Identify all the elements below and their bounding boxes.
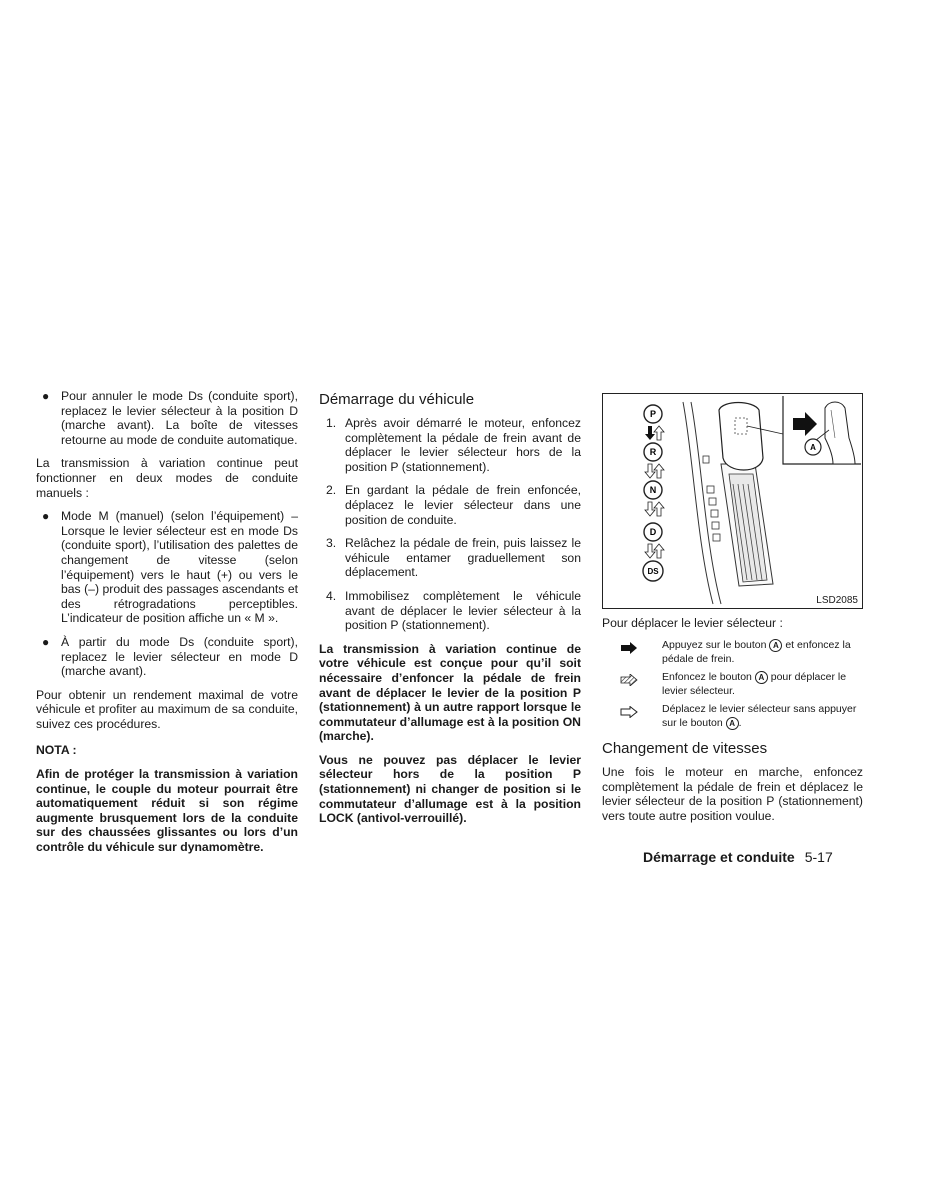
bullet-icon: ● <box>42 634 50 649</box>
gear-label: N <box>649 485 657 495</box>
warning-text: La transmission à variation continue de votre véhicule est conçue pour qu’il soit nécessaire d’enfoncer la pédale de frein avant de déplacer le levier de la position P (stationnement) à un autre rapport lorsque le commutateur d’allumage est à la position ON (marche). <box>319 641 581 744</box>
console-panel <box>683 402 783 604</box>
chapter-title: Démarrage et conduite <box>643 849 795 865</box>
list-item <box>319 483 581 527</box>
bullet-icon: ● <box>42 509 50 524</box>
left-column <box>36 389 298 864</box>
gear-label: R <box>649 447 657 457</box>
legend-text <box>662 670 862 698</box>
gear-label: P <box>649 409 657 419</box>
shifting-section <box>602 740 863 832</box>
page-number: 5-17 <box>804 849 833 865</box>
outline-arrow-icon <box>645 502 655 516</box>
legend-text-part: . <box>738 717 742 729</box>
solid-arrow-icon <box>620 642 638 654</box>
legend-text-part: et enfoncez la pédale de frein. <box>662 639 851 665</box>
gear-selector-figure <box>602 393 863 609</box>
step-text: Après avoir démarré le moteur, enfoncez complètement la pédale de frein avant de déplacer le levier sélecteur hors de la position P (stationnement). <box>345 416 581 474</box>
step-text: Immobilisez complètement le véhicule avant de déplacer le levier sélecteur à la position P (stationnement). <box>345 588 581 633</box>
legend-row <box>602 638 863 668</box>
hatched-arrow-icon <box>654 464 664 478</box>
step-number: 1. <box>326 416 337 430</box>
step-number: 4. <box>326 588 337 603</box>
paragraph: Une fois le moteur en marche, enfoncez complètement la pédale de frein et déplacez le levier sélecteur de la position P (stationnement) vers toute autre position voulue. <box>602 765 863 823</box>
legend-text-part: Appuyez sur le bouton <box>662 639 767 651</box>
figure-code: LSD2085 <box>816 595 858 606</box>
figure-caption: Pour déplacer le levier sélecteur : <box>602 616 783 630</box>
list-item <box>319 416 581 474</box>
paragraph: La transmission à variation continue peut fonctionner en deux modes de conduite manuels : <box>36 456 298 500</box>
nota-label: NOTA : <box>36 743 77 758</box>
list-item <box>319 536 581 580</box>
callout-inset <box>783 396 861 464</box>
button-a-icon: A <box>769 639 782 652</box>
solid-arrow-icon <box>645 426 655 440</box>
legend-text-part: Déplacez le levier sélecteur sans appuyer sur le bouton <box>662 703 857 729</box>
button-a-icon: A <box>726 717 739 730</box>
list-item-text: Pour annuler le mode Ds (conduite sport), replacez le levier sélecteur à la position D (marche avant). La boîte de vitesses retourne au mode de conduite automatique. <box>61 389 298 447</box>
section-heading: Démarrage du véhicule <box>319 391 475 408</box>
outline-arrow-icon <box>645 464 655 478</box>
button-a-icon: A <box>755 671 768 684</box>
list-item <box>319 589 581 633</box>
legend-text <box>662 702 862 730</box>
step-number: 2. <box>326 483 337 498</box>
hatched-arrow-icon <box>620 674 638 686</box>
paragraph: Pour obtenir un rendement maximal de votre véhicule et profiter au maximum de sa conduite, suivez ces procédures. <box>36 687 298 731</box>
middle-column <box>319 391 581 835</box>
legend-text-part: Enfoncez le bouton <box>662 671 752 683</box>
outline-arrow-icon <box>654 544 664 558</box>
outline-arrow-icon <box>654 502 664 516</box>
hatched-arrow-icon <box>645 544 655 558</box>
list-item <box>36 389 298 447</box>
gear-selector-illustration <box>603 394 862 608</box>
outline-arrow-icon <box>620 706 638 718</box>
section-heading: Changement de vitesses <box>602 740 768 757</box>
callout-label: A <box>810 443 816 452</box>
step-number: 3. <box>326 536 337 551</box>
list-item-text: À partir du mode Ds (conduite sport), replacez le levier sélecteur en mode D (marche avant). <box>61 634 298 679</box>
gear-indicator-column <box>643 405 664 581</box>
list-item <box>36 509 298 626</box>
hatched-arrow-icon <box>654 426 664 440</box>
list-item-text: Mode M (manuel) (selon l’équipement) – Lorsque le levier sélecteur est en mode Ds (conduite sport), l’utilisation des palettes de changement de vitesse (selon l’équipement) vers le haut (+) ou vers le bas (–) produit des passages ascendants et des rétrogradations perceptibles. L’indicateur de position affiche un « M ». <box>61 509 298 626</box>
step-text: En gardant la pédale de frein enfoncée, déplacez le levier sélecteur dans une position de conduite. <box>345 483 581 527</box>
page-footer <box>643 849 833 865</box>
gear-label: D <box>649 527 657 537</box>
legend-text <box>662 638 862 666</box>
bullet-icon: ● <box>42 389 50 403</box>
warning-text: Vous ne pouvez pas déplacer le levier sélecteur hors de la position P (stationnement) ni changer de position si le commutateur d’allumage est à la position LOCK (antivol-verrouillé). <box>319 752 581 826</box>
gear-label: DS <box>647 567 659 576</box>
legend-row <box>602 670 863 700</box>
nota-text: Afin de protéger la transmission à variation continue, le couple du moteur pourrait être automatiquement réduit si son régime augmente brusquement lors de la conduite sur des chaussées glissantes ou lors d’un contrôle du véhicule sur dynamomètre. <box>36 767 298 855</box>
legend-row <box>602 702 863 732</box>
step-text: Relâchez la pédale de frein, puis laissez le véhicule entamer graduellement son déplacement. <box>345 536 581 580</box>
legend-text-part: pour déplacer le levier sélecteur. <box>662 671 847 697</box>
list-item <box>36 635 298 679</box>
solid-arrow-icon <box>793 412 817 436</box>
